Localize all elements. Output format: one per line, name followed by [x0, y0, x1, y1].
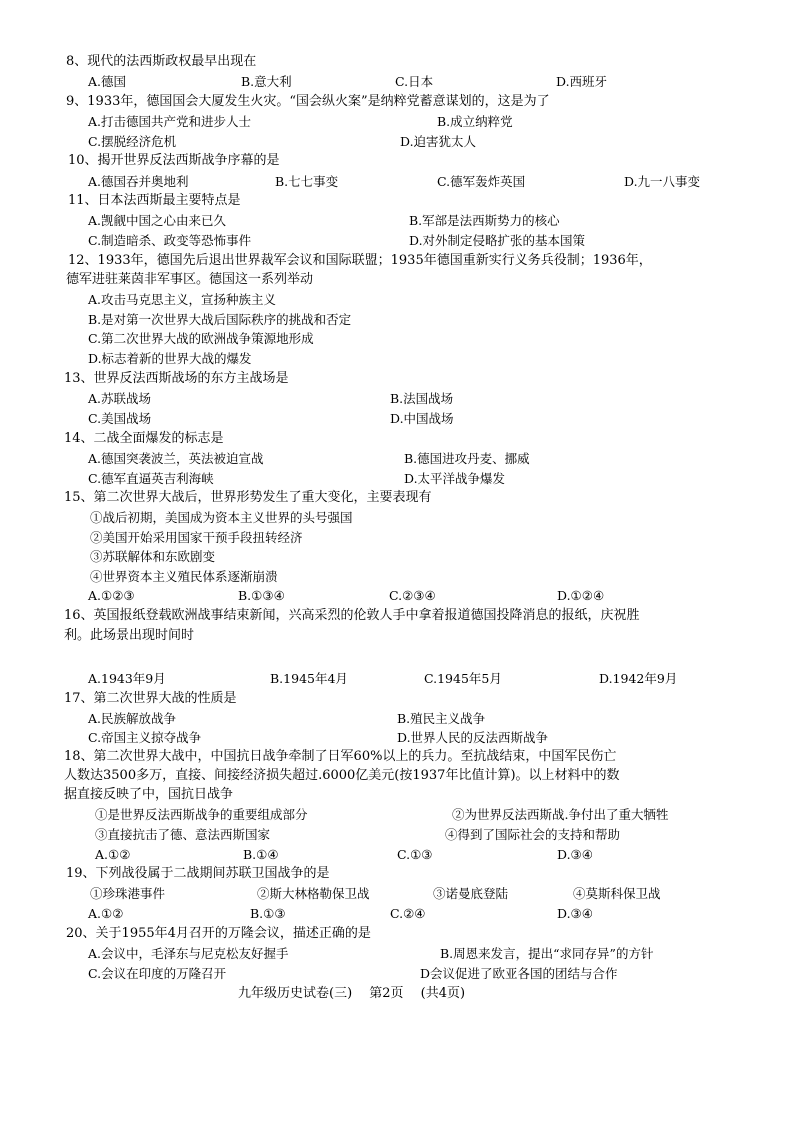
question-11-stem: 11、日本法西斯最主要特点是	[68, 193, 241, 208]
question-19-statement-4: ④莫斯科保卫战	[573, 886, 661, 901]
question-17-stem: 17、第二次世界大战的性质是	[64, 691, 237, 706]
question-15-statement-1: ①战后初期，美国成为资本主义世界的头号强国	[90, 510, 353, 525]
question-15-statement-2: ②美国开始采用国家干预手段扭转经济	[90, 530, 303, 545]
question-13-option-a: A.苏联战场	[88, 391, 152, 406]
question-14-option-d: D.太平洋战争爆发	[404, 471, 506, 486]
question-18-stem-line-2: 人数达3500多万，直接、间接经济损失超过.6000亿美元(按1937年比值计算)。以上材料中的数	[64, 768, 620, 783]
question-10-option-a: A.德国吞并奥地利	[88, 174, 189, 189]
question-20-option-c: C.会议在印度的万隆召开	[88, 966, 227, 981]
question-8-option-a: A.德国	[88, 74, 127, 89]
question-13-option-b: B.法国战场	[390, 391, 454, 406]
question-8-option-d: D.西班牙	[556, 74, 608, 89]
page-footer: 九年级历史试卷(三) 第2页 (共4页)	[238, 986, 466, 1001]
question-19-option-d: D.③④	[557, 906, 593, 921]
question-18-stem-line-3: 据直接反映了中，国抗日战争	[64, 787, 234, 802]
question-14-option-a: A.德国突袭波兰，英法被迫宣战	[88, 451, 264, 466]
question-16-option-c: C.1945年5月	[424, 671, 502, 686]
question-13-option-c: C.美国战场	[88, 411, 152, 426]
question-13-stem: 13、世界反法西斯战场的东方主战场是	[64, 371, 289, 386]
question-18-stem-line-1: 18、第二次世界大战中，中国抗日战争牵制了日军60%以上的兵力。至抗战结束，中国军民伤亡	[64, 749, 617, 764]
question-15-statement-4: ④世界资本主义殖民体系逐渐崩溃	[90, 569, 278, 584]
question-10-option-b: B.七七事变	[275, 174, 339, 189]
question-19-statement-2: ②斯大林格勒保卫战	[257, 886, 370, 901]
question-15-stem: 15、第二次世界大战后，世界形势发生了重大变化，主要表现有	[64, 490, 432, 505]
question-19-option-b: B.①③	[250, 906, 286, 921]
question-17-option-d: D.世界人民的反法西斯战争	[397, 730, 549, 745]
question-15-option-c: C.②③④	[389, 588, 436, 603]
question-18-option-a: A.①②	[95, 847, 131, 862]
question-10-stem: 10、揭开世界反法西斯战争序幕的是	[68, 153, 280, 168]
question-11-option-b: B.军部是法西斯势力的核心	[409, 213, 560, 228]
question-9-stem: 9、1933年，德国国会大厦发生火灾。“国会纵火案”是纳粹党蓄意谋划的，这是为了	[66, 94, 550, 109]
question-11-option-c: C.制造暗杀、政变等恐怖事件	[88, 233, 252, 248]
question-14-option-b: B.德国进攻丹麦、挪威	[404, 451, 530, 466]
question-9-option-c: C.摆脱经济危机	[88, 134, 177, 149]
question-16-option-a: A.1943年9月	[88, 671, 166, 686]
question-17-option-c: C.帝国主义掠夺战争	[88, 730, 202, 745]
question-20-stem: 20、关于1955年4月召开的万隆会议，描述正确的是	[66, 926, 371, 941]
question-12-stem-line-1: 12、1933年，德国先后退出世界裁军会议和国际联盟；1935年德国重新实行义务兵役制；1936年，	[68, 253, 652, 268]
question-8-option-b: B.意大利	[241, 74, 292, 89]
question-18-statement-4: ④得到了国际社会的支持和帮助	[445, 827, 621, 842]
question-15-statement-3: ③苏联解体和东欧剧变	[90, 549, 216, 564]
question-18-statement-2: ②为世界反法西斯战.争付出了重大牺牲	[452, 807, 669, 822]
question-9-option-a: A.打击德国共产党和进步人士	[88, 114, 252, 129]
question-20-option-a: A.会议中，毛泽东与尼克松友好握手	[88, 946, 289, 961]
question-11-option-d: D.对外制定侵略扩张的基本国策	[409, 233, 586, 248]
question-19-stem: 19、下列战役属于二战期间苏联卫国战争的是	[66, 866, 330, 881]
question-11-option-a: A.觊觎中国之心由来已久	[88, 213, 227, 228]
question-12-stem-line-2: 德军进驻莱茵非军事区。德国这一系列举动	[66, 272, 314, 287]
question-20-option-d: D会议促进了欧亚各国的团结与合作	[420, 966, 618, 981]
question-8-stem: 8、现代的法西斯政权最早出现在	[66, 54, 257, 69]
question-16-option-b: B.1945年4月	[270, 671, 348, 686]
question-18-statement-1: ①是世界反法西斯战争的重要组成部分	[95, 807, 308, 822]
question-8-option-c: C.日本	[395, 74, 434, 89]
question-12-option-d: D.标志着新的世界大战的爆发	[88, 351, 252, 366]
question-15-option-a: A.①②③	[88, 588, 135, 603]
question-16-option-d: D.1942年9月	[599, 671, 678, 686]
question-12-option-b: B.是对第一次世界大战后国际秩序的挑战和否定	[88, 312, 352, 327]
question-18-option-c: C.①③	[397, 847, 433, 862]
question-18-statement-3: ③直接抗击了德、意法西斯国家	[95, 827, 271, 842]
question-10-option-d: D.九一八事变	[624, 174, 701, 189]
question-10-option-c: C.德军轰炸英国	[437, 174, 526, 189]
question-17-option-b: B.殖民主义战争	[397, 711, 486, 726]
question-19-statement-1: ①珍珠港事件	[90, 886, 166, 901]
question-9-option-d: D.迫害犹太人	[400, 134, 477, 149]
question-9-option-b: B.成立纳粹党	[437, 114, 513, 129]
question-16-stem-line-1: 16、英国报纸登载欧洲战事结束新闻，兴高采烈的伦敦人手中拿着报道德国投降消息的报纸，庆祝胜	[64, 608, 640, 623]
question-19-option-c: C.②④	[390, 906, 426, 921]
question-19-option-a: A.①②	[88, 906, 124, 921]
question-18-option-d: D.③④	[557, 847, 593, 862]
question-18-option-b: B.①④	[243, 847, 279, 862]
question-12-option-c: C.第二次世界大战的欧洲战争策源地形成	[88, 331, 314, 346]
question-13-option-d: D.中国战场	[390, 411, 454, 426]
question-14-option-c: C.德军直逼英吉利海峡	[88, 471, 214, 486]
question-19-statement-3: ③诺曼底登陆	[433, 886, 509, 901]
question-15-option-b: B.①③④	[238, 588, 285, 603]
question-14-stem: 14、二战全面爆发的标志是	[64, 431, 224, 446]
question-17-option-a: A.民族解放战争	[88, 711, 177, 726]
question-16-stem-line-2: 利。此场景出现时间时	[64, 628, 195, 643]
question-20-option-b: B.周恩来发言，提出“求同存异”的方针	[440, 946, 654, 961]
question-12-option-a: A.攻击马克思主义，宣扬种族主义	[88, 292, 277, 307]
question-15-option-d: D.①②④	[557, 588, 605, 603]
